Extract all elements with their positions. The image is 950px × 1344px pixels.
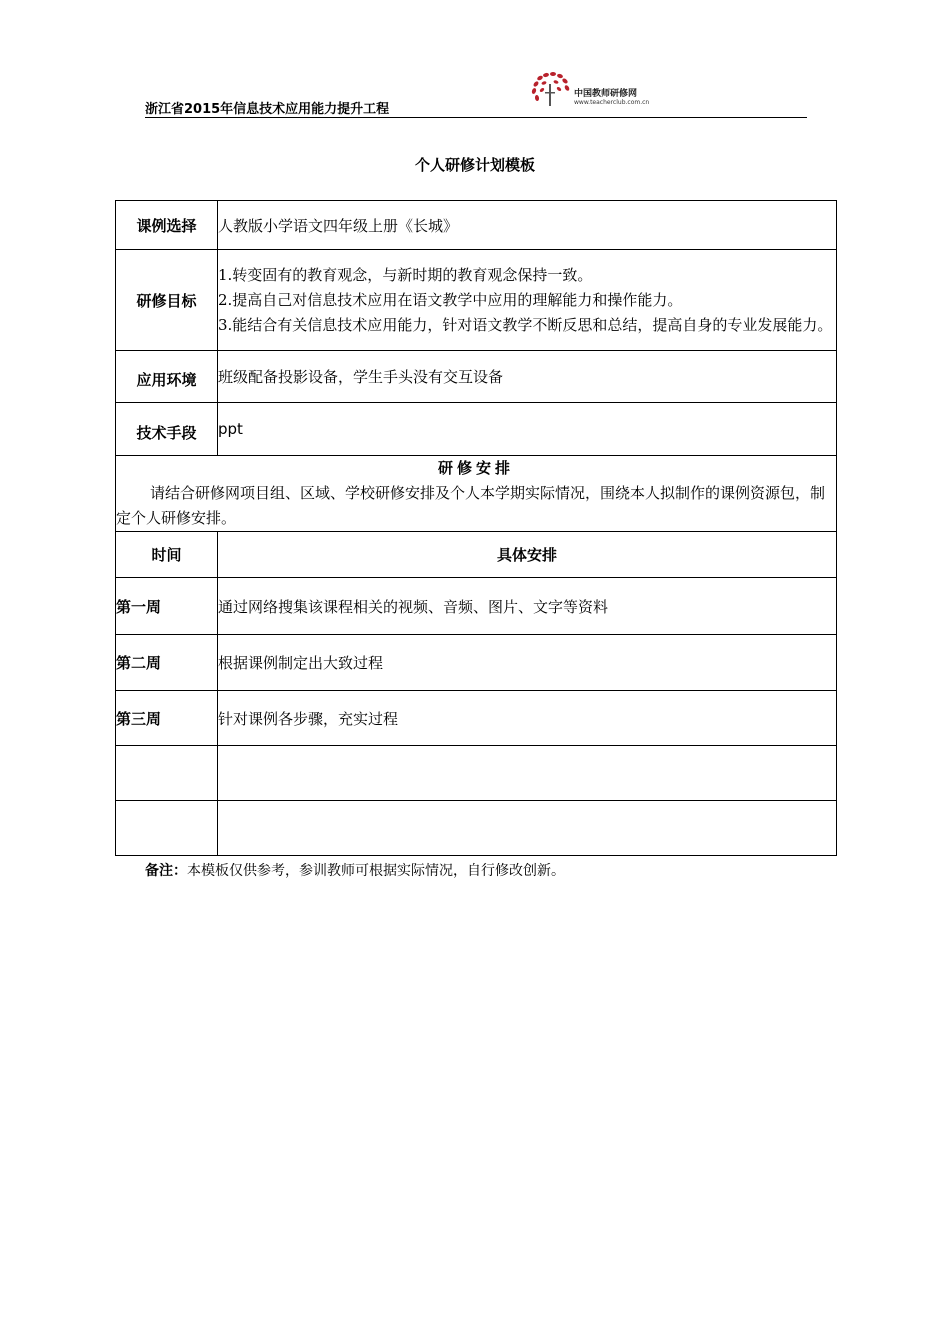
arrangement-title: 研修安排 — [437, 459, 514, 477]
arrangement-body: 请结合研修网项目组、区域、学校研修安排及个人本学期实际情况，围绕本人拟制作的课例资源包，制定个人研修安排。 — [116, 484, 826, 527]
col-time-header: 时间 — [116, 532, 218, 578]
week-detail: 根据课例制定出大致过程 — [218, 635, 837, 691]
col-detail-header: 具体安排 — [218, 532, 837, 578]
logo-url: www.teacherclub.com.cn — [574, 99, 650, 106]
row-technology — [116, 403, 837, 456]
week-label — [116, 801, 218, 856]
week-detail: 通过网络搜集该课程相关的视频、音频、图片、文字等资料 — [218, 578, 837, 635]
plan-table — [115, 200, 837, 856]
row-course — [116, 201, 837, 250]
footnote — [145, 860, 565, 880]
teacherclub-logo-icon — [528, 70, 668, 110]
course-value: 人教版小学语文四年级上册《长城》 — [218, 201, 837, 250]
header-rule — [145, 117, 807, 118]
goal-label: 研修目标 — [116, 250, 218, 351]
week-label: 第三周 — [116, 691, 218, 746]
row-arrangement — [116, 456, 837, 532]
table-row — [116, 578, 837, 635]
table-row — [116, 746, 837, 801]
logo-name: 中国教师研修网 — [574, 89, 638, 99]
header-project-title: 浙江省2015年信息技术应用能力提升工程 — [145, 102, 390, 117]
goal-item: 1.转变固有的教育观念，与新时期的教育观念保持一致。 — [218, 265, 593, 284]
row-goals — [116, 250, 837, 351]
env-value: 班级配备投影设备，学生手头没有交互设备 — [218, 351, 837, 403]
document-title: 个人研修计划模板 — [414, 156, 535, 174]
week-label: 第二周 — [116, 635, 218, 691]
table-row — [116, 635, 837, 691]
goal-item: 3.能结合有关信息技术应用能力，针对语文教学不断反思和总结，提高自身的专业发展能力。 — [218, 315, 833, 334]
env-label: 应用环境 — [116, 351, 218, 403]
week-detail: 针对课例各步骤，充实过程 — [218, 691, 837, 746]
week-detail — [218, 746, 837, 801]
table-row — [116, 691, 837, 746]
tech-label: 技术手段 — [116, 403, 218, 456]
note-text: 本模板仅供参考，参训教师可根据实际情况，自行修改创新。 — [187, 863, 565, 879]
goal-list — [218, 250, 837, 351]
week-label: 第一周 — [116, 578, 218, 635]
schedule-header-row — [116, 532, 837, 578]
note-label: 备注： — [145, 863, 187, 879]
course-label: 课例选择 — [116, 201, 218, 250]
row-environment — [116, 351, 837, 403]
goal-item: 2.提高自己对信息技术应用在语文教学中应用的理解能力和操作能力。 — [218, 290, 683, 309]
arrangement-cell — [116, 456, 837, 532]
week-detail — [218, 801, 837, 856]
logo-tree-icon — [528, 70, 572, 110]
tech-value: ppt — [218, 403, 837, 456]
table-row — [116, 801, 837, 856]
week-label — [116, 746, 218, 801]
